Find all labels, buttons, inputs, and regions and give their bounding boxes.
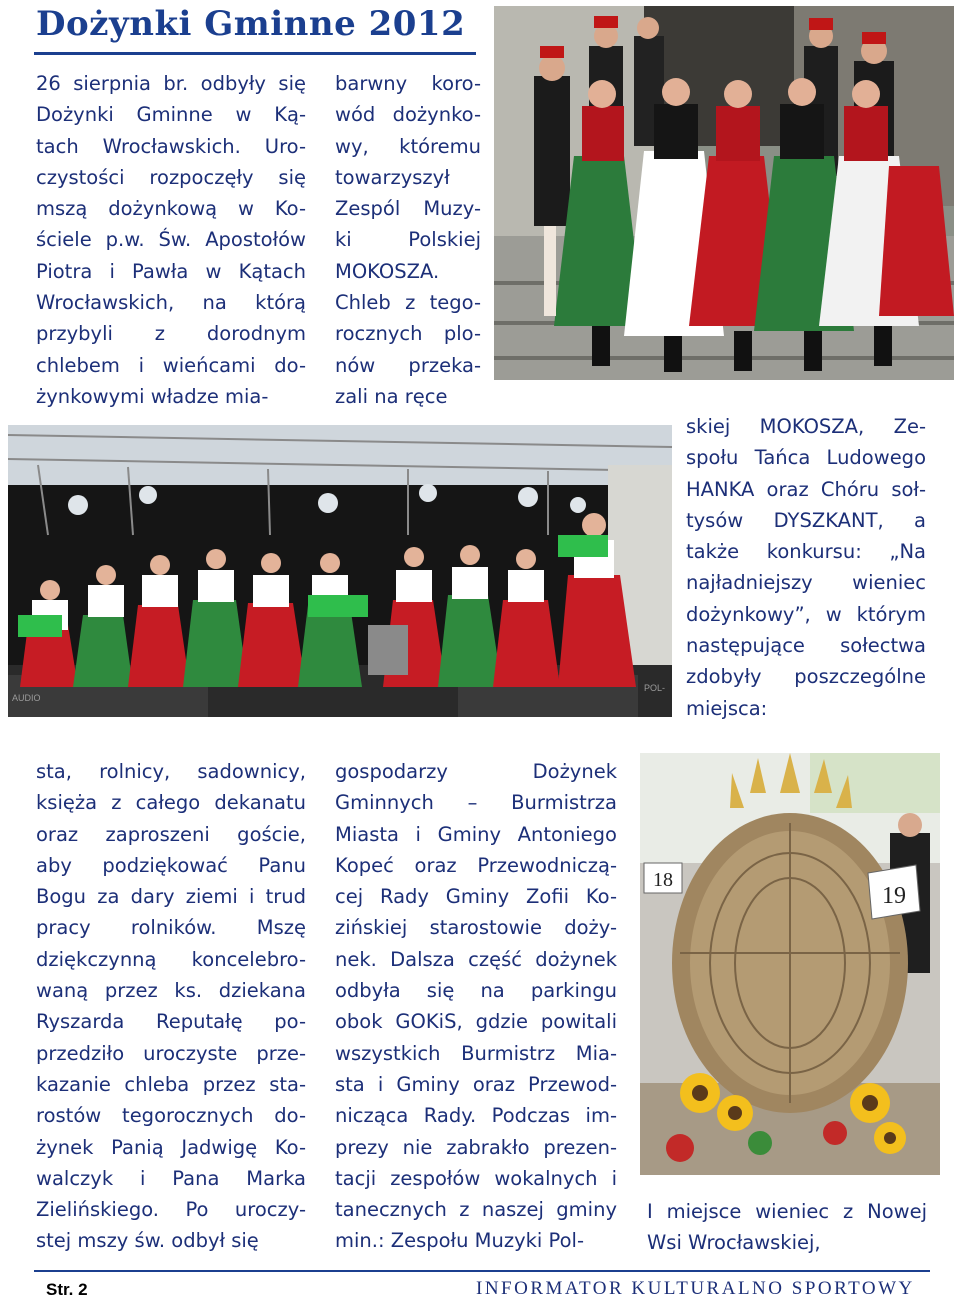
text-line: księża z całego dekanatu bbox=[36, 791, 306, 815]
text-line: tysów DYSZKANT, a bbox=[686, 508, 926, 532]
wreath-tag-19: 19 bbox=[882, 883, 906, 909]
text-line: także konkursu: „Na bbox=[686, 540, 926, 564]
text-line: Ryszarda Reputałę po- bbox=[36, 1010, 306, 1034]
stage-speaker-label-left: AUDIO bbox=[12, 693, 41, 703]
text-line: prezy nie zabrakło prezen- bbox=[335, 1135, 617, 1159]
text-line: wód dożynko- bbox=[335, 103, 481, 127]
text-column-top-middle bbox=[335, 68, 481, 412]
text-line: oraz zaproszeni goście, bbox=[36, 822, 306, 846]
text-line: nicząca Rady. Podczas im- bbox=[335, 1104, 617, 1128]
photo-folk-ensemble bbox=[494, 6, 954, 380]
page-number: Str. 2 bbox=[46, 1280, 88, 1299]
text-line: Dożynki Gminne w Ką- bbox=[36, 103, 306, 127]
text-line: społu Tańca Ludowego bbox=[686, 446, 926, 470]
text-column-bottom-middle bbox=[335, 756, 617, 1257]
magazine-title: INFORMATOR KULTURALNO SPORTOWY bbox=[476, 1278, 915, 1299]
text-line: gospodarzy Dożynek bbox=[335, 760, 617, 783]
text-line: Wsi Wrocławskiej, bbox=[647, 1231, 821, 1255]
text-column-middle-right bbox=[686, 411, 926, 724]
text-line: Wrocławskich, na którą bbox=[36, 291, 306, 315]
text-line: nek. Dalsza część dożynek bbox=[335, 947, 617, 971]
text-line: HANKA oraz Chóru soł- bbox=[686, 477, 926, 501]
text-line: żynek Panią Jadwigę Ko- bbox=[36, 1135, 306, 1159]
text-line: dziękczynną koncelebro- bbox=[36, 947, 306, 971]
text-line: kazanie chleba przez sta- bbox=[36, 1072, 306, 1096]
text-line: rostów tegorocznych do- bbox=[36, 1104, 306, 1128]
text-line: barwny koro- bbox=[335, 72, 481, 95]
text-line: tanecznych z naszej gminy bbox=[335, 1198, 617, 1222]
text-line: przybyli z dorodnym bbox=[36, 322, 306, 346]
text-line: sta i Gminy oraz Przewod- bbox=[335, 1072, 617, 1096]
article-title: Dożynki Gminne 2012 bbox=[36, 4, 466, 44]
footer-rule bbox=[34, 1270, 930, 1272]
text-line: walczyk i Pana Marka bbox=[36, 1166, 306, 1190]
text-line: Kopeć oraz Przewodniczą- bbox=[335, 853, 617, 877]
photo-stage-performance bbox=[8, 425, 672, 717]
text-line: wszystkich Burmistrz Mia- bbox=[335, 1041, 617, 1065]
folk-ensemble-image bbox=[494, 6, 954, 380]
text-line: chlebem i wieńcami do- bbox=[36, 353, 306, 377]
text-line: aby podziękować Panu bbox=[36, 853, 306, 877]
stage-performance-image bbox=[8, 425, 672, 717]
text-line: następujące sołectwa bbox=[686, 634, 926, 658]
text-line: odbyła się na parkingu bbox=[335, 979, 617, 1003]
text-column-bottom-left bbox=[36, 756, 306, 1257]
harvest-wreath-image bbox=[640, 753, 940, 1175]
text-line: Piotra i Pawła w Kątach bbox=[36, 259, 306, 283]
text-line: min.: Zespołu Muzyki Pol- bbox=[335, 1229, 584, 1253]
text-line: nów przeka- bbox=[335, 353, 481, 377]
text-line: mszą dożynkową w Ko- bbox=[36, 197, 306, 221]
text-column-top-left bbox=[36, 68, 306, 412]
text-line: Miasta i Gminy Antoniego bbox=[335, 822, 617, 846]
wreath-tag-18: 18 bbox=[653, 869, 673, 891]
text-line: ki Polskiej bbox=[335, 228, 481, 252]
title-underline bbox=[34, 52, 476, 55]
text-line: tacji zespołów wokalnych i bbox=[335, 1166, 617, 1190]
text-line: Gminnych – Burmistrza bbox=[335, 791, 617, 815]
photo-harvest-wreath bbox=[640, 753, 940, 1175]
text-line: skiej MOKOSZA, Ze- bbox=[686, 415, 926, 438]
text-line: stej mszy św. odbył się bbox=[36, 1229, 259, 1253]
text-line: najładniejszy wieniec bbox=[686, 571, 926, 595]
text-line: pracy rolników. Mszę bbox=[36, 916, 306, 940]
text-line: miejsca: bbox=[686, 696, 768, 720]
text-line: waną przez ks. dziekana bbox=[36, 979, 306, 1003]
text-line: 26 sierpnia br. odbyły się bbox=[36, 72, 306, 95]
text-line: Chleb z tego- bbox=[335, 291, 481, 315]
text-line: sta, rolnicy, sadownicy, bbox=[36, 760, 306, 783]
text-line: żynkowymi władze mia- bbox=[36, 384, 269, 408]
text-line: I miejsce wieniec z Nowej bbox=[647, 1200, 927, 1223]
text-line: zali na ręce bbox=[335, 384, 448, 408]
text-column-bottom-right bbox=[647, 1196, 927, 1259]
text-line: tach Wrocławskich. Uro- bbox=[36, 134, 306, 158]
text-line: Bogu za dary ziemi i trud bbox=[36, 885, 306, 909]
text-line: zińskiej starostowie doży- bbox=[335, 916, 617, 940]
text-line: czystości rozpoczęły się bbox=[36, 165, 306, 189]
text-line: Zielińskiego. Po uroczy- bbox=[36, 1198, 306, 1222]
stage-speaker-label-right: POL- bbox=[644, 683, 666, 693]
text-line: Zespól Muzy- bbox=[335, 197, 481, 221]
text-line: rocznych plo- bbox=[335, 322, 481, 346]
text-line: cej Rady Gminy Zofii Ko- bbox=[335, 885, 617, 909]
text-line: obok GOKiS, gdzie powitali bbox=[335, 1010, 617, 1034]
text-line: wy, któremu bbox=[335, 134, 481, 158]
text-line: towarzyszył bbox=[335, 165, 450, 189]
text-line: ściele p.w. Św. Apostołów bbox=[36, 228, 306, 252]
text-line: przedziło uroczyste prze- bbox=[36, 1041, 306, 1065]
text-line: zdobyły poszczególne bbox=[686, 665, 926, 689]
text-line: dożynkowy”, w którym bbox=[686, 602, 926, 626]
text-line: MOKOSZA. bbox=[335, 259, 440, 283]
